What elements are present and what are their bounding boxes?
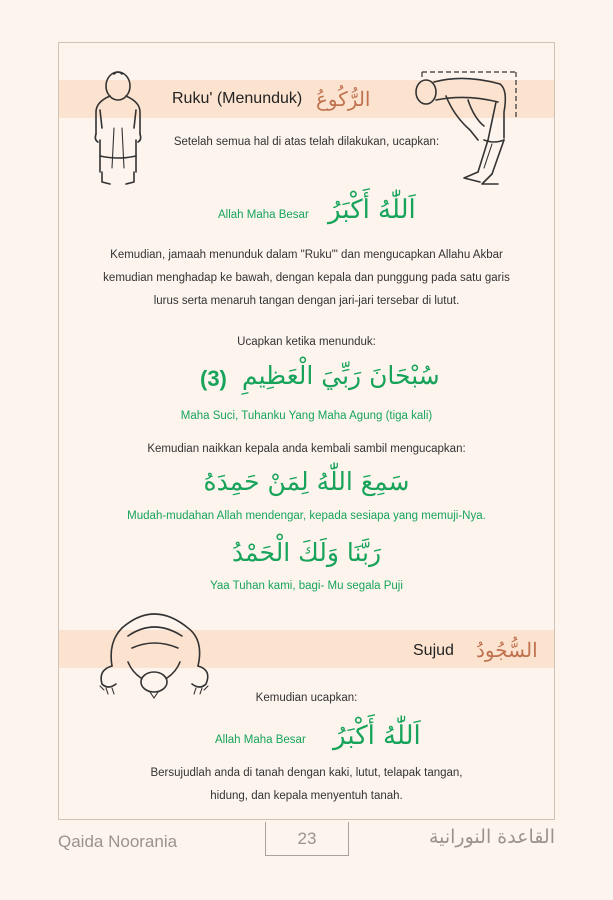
tasbih-count: (3) bbox=[200, 366, 227, 391]
prostrating-figure-illustration bbox=[92, 604, 216, 702]
ruku-takbir-arabic: اَللّٰهُ أَكْبَرُ bbox=[328, 195, 416, 225]
sujud-title-arabic: السُّجُودُ bbox=[476, 638, 538, 662]
rabbana-arabic: رَبَّنَا وَلَكَ الْحَمْدُ bbox=[231, 538, 382, 567]
footer-book-title-arabic: القاعدة النورانية bbox=[428, 826, 555, 848]
samiallah-arabic: سَمِعَ اللّٰهُ لِمَنْ حَمِدَهُ bbox=[203, 467, 410, 496]
ruku-paragraph-line: lurus serta menaruh tangan dengan jari-jari tersebar di lutut. bbox=[153, 295, 460, 307]
footer-book-title: Qaida Noorania bbox=[58, 832, 178, 851]
tasbih-meaning: Maha Suci, Tuhanku Yang Maha Agung (tiga kali) bbox=[180, 410, 433, 422]
say-when-bowing: Ucapkan ketika menunduk: bbox=[237, 336, 376, 348]
sujud-takbir-latin: Allah Maha Besar bbox=[215, 734, 306, 746]
ruku-paragraph-line: kemudian menghadap ke bawah, dengan kepala dan punggung pada satu garis bbox=[103, 272, 510, 284]
sujud-paragraph bbox=[58, 762, 555, 808]
ruku-title: Ruku' (Menunduk) bbox=[172, 90, 303, 107]
ruku-paragraph bbox=[58, 244, 555, 313]
sujud-paragraph-line: Bersujudlah anda di tanah dengan kaki, lutut, telapak tangan, bbox=[150, 767, 463, 779]
ruku-intro: Setelah semua hal di atas telah dilakukan, ucapkan: bbox=[173, 136, 440, 148]
ruku-title-arabic: الرُّكُوعُ bbox=[316, 87, 371, 111]
ruku-takbir-latin: Allah Maha Besar bbox=[218, 209, 309, 221]
standing-figure-illustration bbox=[88, 68, 148, 190]
page-number: 23 bbox=[265, 822, 349, 856]
sujud-paragraph-line: hidung, dan kepala menyentuh tanah. bbox=[210, 790, 403, 802]
tasbih-arabic: سُبْحَانَ رَبِّيَ الْعَظِيمِ bbox=[242, 361, 440, 390]
ruku-paragraph-line: Kemudian, jamaah menunduk dalam "Ruku'" dan mengucapkan Allahu Akbar bbox=[110, 249, 503, 261]
rise-instruction: Kemudian naikkan kepala anda kembali sambil mengucapkan: bbox=[147, 443, 466, 455]
tasbih-line bbox=[200, 361, 440, 401]
bowing-figure-illustration bbox=[408, 60, 526, 190]
sujud-takbir-arabic: اَللّٰهُ أَكْبَرُ bbox=[333, 721, 421, 751]
sujud-title: Sujud bbox=[413, 642, 454, 659]
sujud-intro: Kemudian ucapkan: bbox=[255, 692, 358, 704]
samiallah-meaning: Mudah-mudahan Allah mendengar, kepada sesiapa yang memuji-Nya. bbox=[127, 510, 486, 522]
rabbana-meaning: Yaa Tuhan kami, bagi- Mu segala Puji bbox=[210, 580, 403, 592]
